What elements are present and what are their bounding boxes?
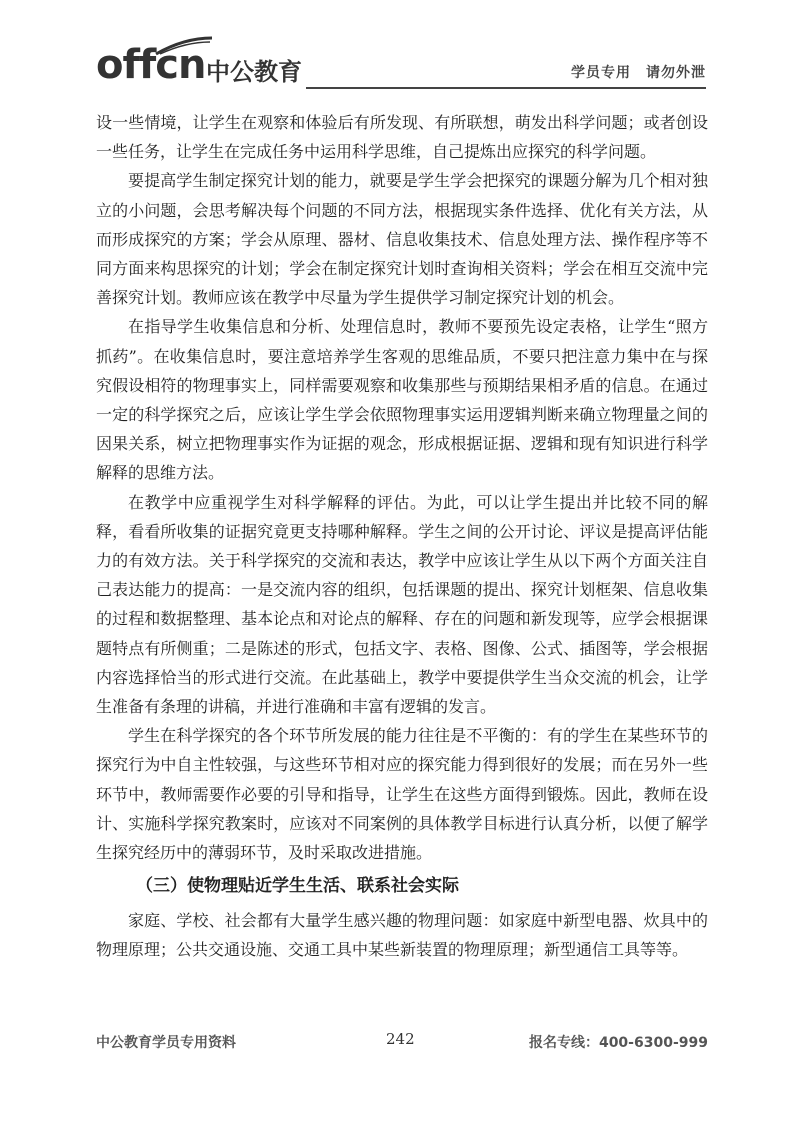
section-heading: （三）使物理贴近学生生活、联系社会实际 [136,876,459,897]
body-paragraph: 家庭、学校、社会都有大量学生感兴趣的物理问题：如家庭中新型电器、炊具中的物理原理；公共交通设施、交通工具中某些新装置的物理原理；新型通信工具等等。 [96,911,708,960]
body-paragraph: 在教学中应重视学生对科学解释的评估。为此，可以让学生提出并比较不同的解释，看看所收集的证据究竟更支持哪种解释。学生之间的公开讨论、评议是提高评估能力的有效方法。关于科学探究的交流和表达，教学中应该让学生从以下两个方面关注自己表达能力的提高：一是交流内容的组织，包括课题的提出、探究计划框架、信息收集的过程和数据整理、基本论点和对论点的解释、存在的问题和新发现等，应学会根据课题特点有所侧重；二是陈述的形式，包括文字、表格、图像、公式、插图等，学会根据内容选择恰当的形式进行交流。在此基础上，教学中要提供学生当众交流的机会，让学生准备有条理的讲稿，并进行准确和丰富有逻辑的发言。 [96,492,708,717]
header-divider [306,87,706,89]
page-footer [96,1030,708,1054]
page-number: 242 [386,1030,415,1048]
page-header [96,40,706,92]
body-paragraph: 学生在科学探究的各个环节所发展的能力往往是不平衡的：有的学生在某些环节的探究行为中自主性较强，与这些环节相对应的探究能力得到很好的发展；而在另外一些环节中，教师需要作必要的引导和指导，让学生在这些方面得到锻炼。因此，教师在设计、实施科学探究教案时，应该对不同案例的具体教学目标进行认真分析，以便了解学生探究经历中的薄弱环节，及时采取改进措施。 [96,726,708,863]
logo-swoosh-icon [154,36,214,56]
body-paragraph: 设一些情境，让学生在观察和体验后有所发现、有所联想，萌发出科学问题；或者创设一些任务，让学生在完成任务中运用科学思维，自己提炼出应探究的科学问题。 [96,113,708,162]
document-body [96,108,708,965]
logo-wordmark: offcn [96,42,206,88]
body-paragraph: 在指导学生收集信息和分析、处理信息时，教师不要预先设定表格，让学生“照方抓药”。在收集信息时，要注意培养学生客观的思维品质，不要只把注意力集中在与探究假设相符的物理事实上，同样需要观察和收集那些与预期结果相矛盾的信息。在通过一定的科学探究之后，应该让学生学会依照物理事实运用逻辑判断来确立物理量之间的因果关系，树立把物理事实作为证据的观念，形成根据证据、逻辑和现有知识进行科学解释的思维方法。 [96,317,708,483]
body-paragraph: 要提高学生制定探究计划的能力，就要是学生学会把探究的课题分解为几个相对独立的小问题，会思考解决每个问题的不同方法，根据现实条件选择、优化有关方法，从而形成探究的方案；学会从原理、器材、信息收集技术、信息处理方法、操作程序等不同方面来构思探究的计划；学会在制定探究计划时查询相关资料；学会在相互交流中完善探究计划。教师应该在教学中尽量为学生提供学习制定探究计划的机会。 [96,171,708,308]
footer-material-label: 中公教育学员专用资料 [96,1035,236,1051]
logo-chinese-name: 中公教育 [206,58,302,86]
footer-hotline: 报名专线：400-6300-999 [528,1035,708,1051]
header-confidential-note: 学员专用 请勿外泄 [571,65,706,81]
